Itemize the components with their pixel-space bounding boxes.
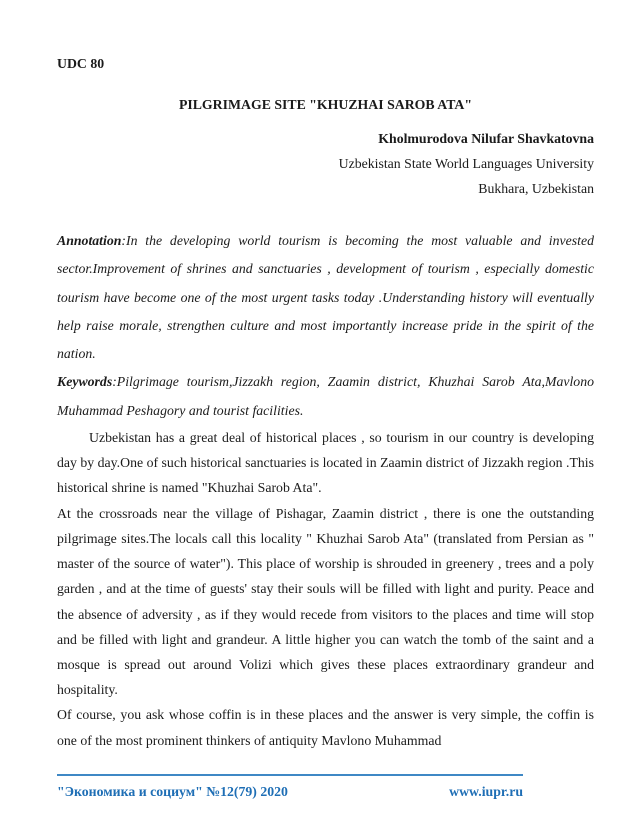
footer-row: [57, 784, 523, 800]
annotation-text: :In the developing world tourism is becoming the most valuable and invested sector.Improvement of shrines and sanctuaries , development of tourism , especially domestic tourism have become one of the most urgent tasks today .Understanding history will eventually help raise morale, strengthen culture and most importantly increase pride in the spirit of the nation.: [57, 233, 594, 362]
page-footer: [57, 774, 523, 800]
journal-url: www.iupr.ru: [449, 784, 523, 799]
body-paragraph-3: Of course, you ask whose coffin is in these places and the answer is very simple, the coffin is one of the most prominent thinkers of antiquity Mavlono Muhammad: [57, 707, 594, 748]
journal-title: "Экономика и социум" №12(79) 2020: [57, 784, 288, 799]
author-location: Bukhara, Uzbekistan: [478, 181, 594, 196]
keywords-paragraph: [57, 368, 594, 425]
body-paragraph-2: At the crossroads near the village of Pishagar, Zaamin district , there is one the outstanding pilgrimage sites.The locals call this locality " Khuzhai Sarob Ata" (translated from Persian as " master of the source of water"). This place of worship is shrouded in greenery , trees and a poly garden , and at the time of guests' stay their souls will be filled with light and purity. Peace and the absence of adversity , as if they would recede from visitors to the places and time will stop and be filled with light and grandeur. A little higher you can watch the tomb of the saint and a mosque is spread out around Volizi which gives these places extraordinary grandeur and hospitality.: [57, 505, 594, 698]
author-affiliation: Uzbekistan State World Languages University: [338, 156, 594, 171]
footer-divider: [57, 774, 523, 776]
page-content: [57, 55, 594, 753]
annotation-label: Annotation: [57, 233, 122, 248]
keywords-text: :Pilgrimage tourism,Jizzakh region, Zaamin district, Khuzhai Sarob Ata,Mavlono Muhammad Peshagory and tourist facilities.: [57, 374, 594, 418]
article-body: [57, 425, 594, 753]
keywords-label: Keywords: [57, 374, 113, 390]
udc-code: UDC 80: [57, 56, 105, 71]
annotation-paragraph: [57, 227, 594, 368]
paper-title: PILGRIMAGE SITE "KHUZHAI SAROB ATA": [178, 97, 473, 112]
author-name: Kholmurodova Nilufar Shavkatovna: [378, 131, 594, 146]
author-block: [57, 126, 594, 201]
body-paragraph-1: Uzbekistan has a great deal of historical places , so tourism in our country is developing day by day.One of such historical sanctuaries is located in Zaamin district of Jizzakh region .This historical shrine is named "Khuzhai Sarob Ata".: [57, 430, 594, 496]
